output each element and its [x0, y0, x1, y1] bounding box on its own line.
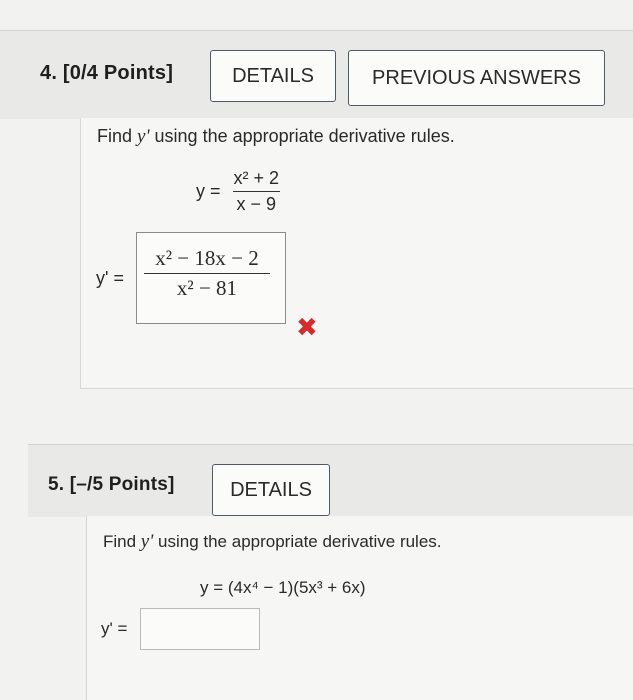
question-number: 5.	[48, 474, 65, 495]
question-points: [–/5 Points]	[69, 474, 175, 495]
answer-label: y' =	[96, 268, 124, 288]
equation-denominator: x − 9	[233, 191, 281, 215]
details-button[interactable]: DETAILS	[210, 50, 336, 102]
submitted-answer	[144, 246, 270, 301]
equation-numerator: x² + 2	[233, 168, 280, 188]
answer-denominator: x² − 81	[144, 273, 270, 301]
question-points: [0/4 Points]	[62, 62, 174, 84]
question-number: 4.	[40, 62, 58, 84]
question-prompt: Find y' using the appropriate derivative rules.	[97, 126, 455, 147]
given-equation	[196, 168, 283, 215]
given-equation: y = (4x⁴ − 1)(5x³ + 6x)	[200, 578, 366, 597]
equation-lhs: y =	[196, 181, 221, 201]
previous-answers-button[interactable]: PREVIOUS ANSWERS	[348, 50, 605, 106]
question-5-number	[48, 474, 175, 496]
details-button[interactable]: DETAILS	[212, 464, 330, 516]
answer-input[interactable]	[140, 608, 260, 650]
answer-label: y' =	[101, 619, 128, 638]
incorrect-icon: ✖	[296, 312, 318, 342]
question-4-number	[40, 62, 173, 85]
question-prompt: Find y' using the appropriate derivative rules.	[103, 531, 442, 552]
answer-numerator: x² − 18x − 2	[155, 246, 259, 270]
